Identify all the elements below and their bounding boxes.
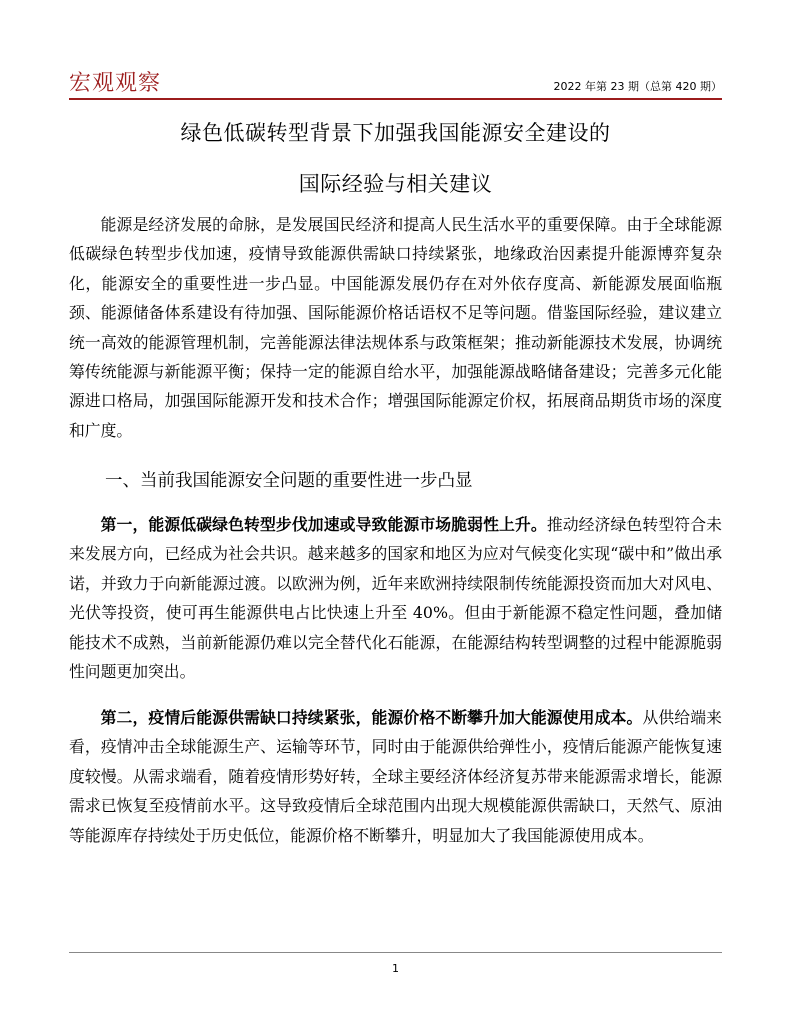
- page-number: 1: [392, 962, 399, 975]
- body-paragraph-2: [69, 703, 722, 850]
- header-divider: [69, 98, 722, 100]
- paragraph-2-lead: 第二，疫情后能源供需缺口持续紧张，能源价格不断攀升加大能源使用成本。: [100, 708, 643, 727]
- section-heading: 一、当前我国能源安全问题的重要性进一步凸显: [105, 471, 473, 491]
- article-title-line-1: 绿色低碳转型背景下加强我国能源安全建设的: [180, 121, 611, 145]
- paragraph-2-text: 从供给端来看，疫情冲击全球能源生产、运输等环节，同时由于能源供给弹性小，疫情后能源产能恢复速度较慢。从需求端看，随着疫情形势好转，全球主要经济体经济复苏带来能源需求增长，能源需求已恢复至疫情前水平。这导致疫情后全球范围内出现大规模能源供需缺口，天然气、原油等能源库存持续处于历史低位，能源价格不断攀升，明显加大了我国能源使用成本。: [69, 708, 722, 845]
- issue-number: 2022 年第 23 期（总第 420 期）: [553, 80, 722, 93]
- footer-divider: [69, 952, 722, 953]
- article-title-line-2: 国际经验与相关建议: [298, 172, 493, 196]
- paragraph-1-lead: 第一，能源低碳绿色转型步伐加速或导致能源市场脆弱性上升。: [100, 515, 547, 534]
- publication-title: 宏观观察: [69, 71, 162, 96]
- paragraph-1-text: 推动经济绿色转型符合未来发展方向，已经成为社会共识。越来越多的国家和地区为应对气候变化实现“碳中和”做出承诺，并致力于向新能源过渡。以欧洲为例，近年来欧洲持续限制传统能源投资而加大对风电、光伏等投资，使可再生能源供电占比快速上升至 40%。但由于新能源不稳定性问题，叠加储能技术不成熟，当前新能源仍难以完全替代化石能源，在能源结构转型调整的过程中能源脆弱性问题更加突出。: [69, 515, 722, 682]
- body-paragraph-1: [69, 510, 722, 686]
- abstract-paragraph: 能源是经济发展的命脉，是发展国民经济和提高人民生活水平的重要保障。由于全球能源低碳绿色转型步伐加速，疫情导致能源供需缺口持续紧张，地缘政治因素提升能源博弈复杂化，能源安全的重要性进一步凸显。中国能源发展仍存在对外依存度高、新能源发展面临瓶颈、能源储备体系建设有待加强、国际能源价格话语权不足等问题。借鉴国际经验，建议建立统一高效的能源管理机制，完善能源法律法规体系与政策框架；推动新能源技术发展，协调统筹传统能源与新能源平衡；保持一定的能源自给水平，加强能源战略储备建设；完善多元化能源进口格局，加强国际能源开发和技术合作；增强国际能源定价权，拓展商品期货市场的深度和广度。: [69, 215, 722, 440]
- page-header: [69, 64, 722, 98]
